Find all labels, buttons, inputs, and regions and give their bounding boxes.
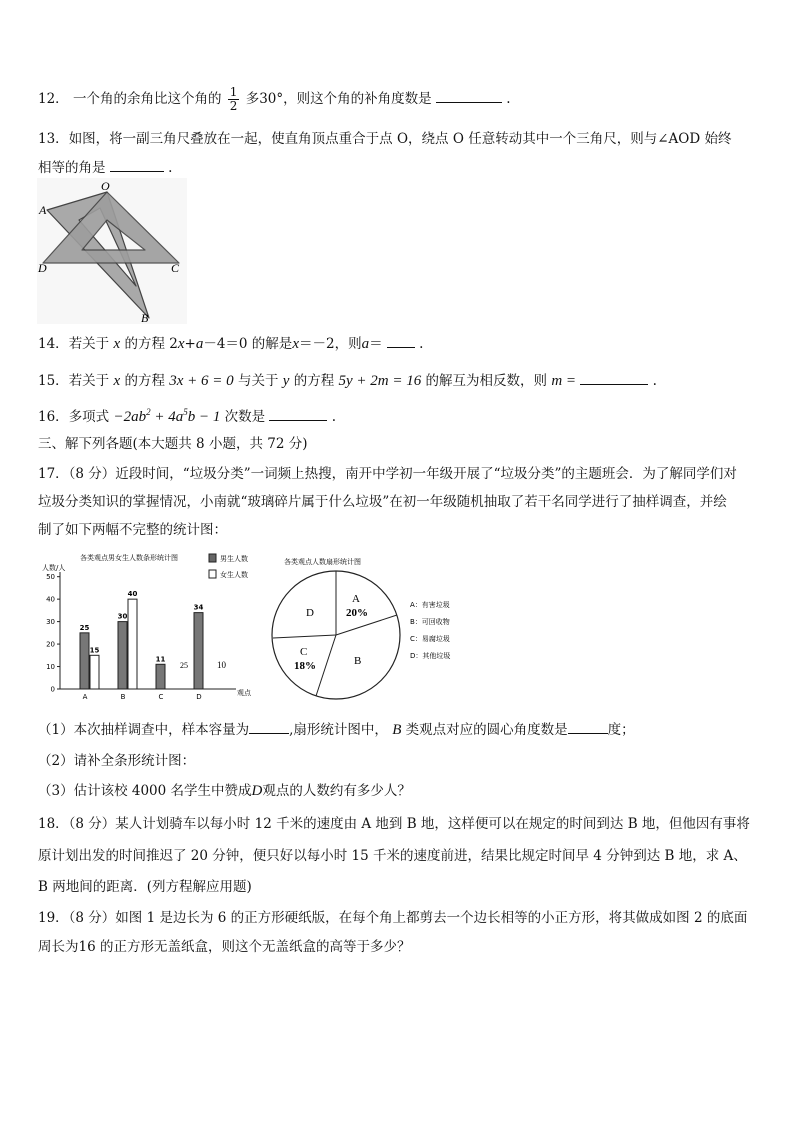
bar-chart-title: 各类观点男女生人数条形统计图	[80, 554, 178, 562]
q14-var-a: a	[195, 336, 204, 352]
bar-chart	[38, 550, 270, 702]
y-tick-label-10: 10	[46, 663, 55, 672]
q14-text-5: －4＝0 的解是	[203, 336, 293, 352]
q14-end: .	[419, 336, 424, 352]
pie-legend-c: C：易腐垃圾	[410, 635, 450, 643]
bar-b-male	[118, 622, 127, 689]
q17-sample-size-blank[interactable]	[249, 719, 289, 734]
q12-end: .	[506, 91, 511, 107]
poly-exp-2: 5	[183, 407, 188, 417]
q14-number: 14．	[38, 336, 69, 352]
q15-text-4: 的方程	[293, 373, 335, 389]
bar-value-label-b-male: 30	[117, 612, 128, 621]
q14-plus: +	[184, 336, 196, 352]
q15-equation-2: 5y + 2m = 16	[338, 373, 422, 389]
q16-text-1: 多项式	[68, 409, 110, 425]
bar-value-label-a-female: 15	[89, 646, 100, 655]
q15-text-5: 的解互为相反数，则	[425, 373, 548, 389]
question-16	[38, 405, 336, 426]
y-tick-label-0: 0	[50, 685, 55, 694]
pie-chart-title: 各类观点人数扇形统计图	[284, 558, 361, 566]
pie-label-a-pct: 20%	[346, 607, 368, 619]
question-12	[38, 86, 511, 113]
q17-sub-2: （2）请补全条形统计图：	[38, 753, 196, 769]
q17-sub1-text-b: ,扇形统计图中，	[289, 722, 388, 738]
bar-a-female	[90, 655, 99, 689]
x-category-label-b: B	[120, 693, 126, 701]
q13-line-1: 如图，将一副三角尺叠放在一起，使直角顶点重合于点 O，绕点 O 任意转动其中一个三角尺，则与∠AOD 始终	[68, 131, 732, 147]
q14-answer-blank[interactable]	[387, 333, 415, 348]
x-category-label-a: A	[82, 693, 88, 701]
q15-text-1: 若关于	[68, 373, 110, 389]
q13-number: 13．	[38, 131, 69, 147]
q12-number: 12．	[38, 91, 69, 107]
bar-a-male	[80, 633, 89, 689]
q14-text-7: ＝－2，则	[298, 336, 362, 352]
section-heading: 三、解下列各题(本大题共 8 小题，共 72 分)	[38, 436, 308, 452]
legend-male-label: 男生人数	[220, 555, 248, 563]
label-b: B	[141, 311, 149, 324]
bar-value-label-a-male: 25	[79, 623, 90, 632]
pie-label-b: B	[354, 655, 362, 667]
q16-text-2: 次数是	[224, 409, 266, 425]
bar-c-male	[156, 664, 165, 689]
q17-line-1: 17．（8 分）近段时间，“垃圾分类”一词频上热搜，南开中学初一年级开展了“垃圾分类”的主题班会．为了解同学们对	[38, 466, 737, 482]
q17-sub1-text-d: 类观点对应的圆心角度数是	[405, 722, 568, 738]
q13-end: .	[168, 160, 173, 176]
q18-line-2: 原计划出发的时间推迟了 20 分钟，便只好以每小时 15 千米的速度前进，结果比规定时间早 4 分钟到达 B 地，求 A、	[38, 848, 747, 864]
poly-exp-1: 2	[146, 407, 151, 417]
label-d: D	[38, 261, 47, 275]
bar-value-label-d-male: 34	[193, 603, 204, 612]
q12-text-2: 多30°，则这个角的补角度数是	[245, 91, 432, 107]
bar-value-label-c-male: 11	[155, 655, 166, 664]
y-tick-label-20: 20	[46, 640, 55, 649]
pie-chart	[268, 550, 468, 702]
q15-var-y: y	[282, 373, 290, 389]
bar-value-label-b-female: 40	[127, 590, 138, 599]
question-15	[38, 369, 657, 390]
q15-var-x: x	[113, 373, 121, 389]
q15-text-2: 的方程	[124, 373, 165, 389]
poly-term-1: −2ab	[113, 409, 147, 425]
q17-sub-3	[38, 779, 411, 800]
legend-male-swatch	[209, 554, 216, 562]
q14-var-x3: x	[292, 336, 299, 352]
q14-var-a2: a	[361, 336, 370, 352]
pie-label-d: D	[306, 607, 314, 619]
q17-line-3: 制了如下两幅不完整的统计图：	[38, 522, 227, 538]
q13-line-2: 相等的角是	[38, 160, 106, 176]
q14-equals: ＝	[369, 336, 383, 352]
pie-label-c: C	[300, 646, 308, 658]
question-13-line-2	[38, 156, 172, 176]
q16-polynomial	[113, 409, 220, 425]
legend-female-swatch	[209, 570, 216, 578]
label-o: O	[101, 179, 110, 193]
handwritten-mark-d: 10	[217, 660, 226, 670]
q17-sub1-text-e: 度；	[607, 722, 635, 738]
q17-sub3-text-a: （3）估计该校 4000 名学生中赞成	[38, 783, 252, 799]
q17-sub1-var-b: B	[392, 722, 402, 738]
fraction-denominator: 2	[229, 99, 238, 113]
q16-end: .	[331, 409, 337, 425]
label-a: A	[39, 203, 47, 217]
q17-sub1-text-a: （1）本次抽样调查中，样本容量为	[38, 722, 250, 738]
q14-var-x: x	[113, 336, 121, 352]
pie-legend-a: A：有害垃圾	[410, 601, 450, 609]
q12-answer-blank[interactable]	[436, 88, 502, 103]
pie-label-a: A	[352, 593, 360, 605]
question-13-line-1	[38, 127, 731, 147]
handwritten-mark-c: 25	[180, 661, 188, 670]
bar-d-male	[194, 613, 203, 689]
q18-line-1: 18．（8 分）某人计划骑车以每小时 12 千米的速度由 A 地到 B 地，这样便可以在规定的时间到达 B 地，但他因有事将	[38, 816, 750, 832]
bar-chart-ylabel: 人数/人	[42, 564, 66, 572]
bar-b-female	[128, 599, 137, 689]
poly-term-2: + 4a	[150, 409, 184, 425]
pie-legend-d: D：其他垃圾	[410, 652, 451, 660]
q14-text-1: 若关于	[68, 336, 110, 352]
poly-term-3: b − 1	[187, 409, 221, 425]
x-category-label-c: C	[158, 693, 164, 701]
q14-var-x2: x	[177, 336, 185, 352]
fraction-one-half	[228, 86, 240, 113]
q16-number: 16．	[38, 409, 69, 425]
label-c: C	[171, 261, 180, 275]
q12-text-1: 一个角的余角比这个角的	[72, 91, 222, 107]
y-tick-label-50: 50	[46, 573, 55, 582]
q15-end: .	[652, 373, 657, 389]
q19-line-2: 周长为16 的正方形无盖纸盒，则这个无盖纸盒的高等于多少？	[38, 939, 411, 955]
q15-answer-blank[interactable]	[580, 370, 648, 385]
q19-line-1: 19．（8 分）如图 1 是边长为 6 的正方形硬纸版，在每个角上都剪去一个边长相等的小正方形，将其做成如图 2 的底面	[38, 910, 748, 926]
q17-sub3-var-d: D	[251, 783, 263, 799]
q15-text-3: 与关于	[237, 373, 279, 389]
q15-number: 15．	[38, 373, 69, 389]
pie-legend-b: B：可回收物	[410, 618, 450, 626]
triangle-rulers-figure	[37, 178, 187, 324]
q17-line-2: 垃圾分类知识的掌握情况，小南就“玻璃碎片属于什么垃圾”在初一年级随机抽取了若干名同学进行了抽样调查，并绘	[38, 494, 727, 510]
q15-var-m: m =	[551, 373, 577, 389]
q15-equation-1: 3x + 6 = 0	[169, 373, 234, 389]
fraction-numerator: 1	[229, 85, 238, 99]
q17-sub3-text-c: 观点的人数约有多少人？	[262, 783, 411, 799]
x-category-label-d: D	[196, 693, 202, 701]
q17-angle-blank[interactable]	[568, 719, 608, 734]
q18-line-3: B 两地间的距离．(列方程解应用题)	[38, 879, 252, 895]
y-tick-label-30: 30	[46, 618, 55, 627]
pie-label-c-pct: 18%	[294, 660, 316, 672]
q13-answer-blank[interactable]	[110, 157, 164, 172]
q16-answer-blank[interactable]	[269, 406, 327, 421]
legend-female-label: 女生人数	[220, 571, 248, 579]
y-tick-label-40: 40	[46, 595, 55, 604]
q17-sub-1	[38, 718, 635, 739]
question-14	[38, 332, 423, 353]
bar-chart-xlabel: 观点	[237, 689, 251, 697]
q14-text-2: 的方程 2	[124, 336, 178, 352]
